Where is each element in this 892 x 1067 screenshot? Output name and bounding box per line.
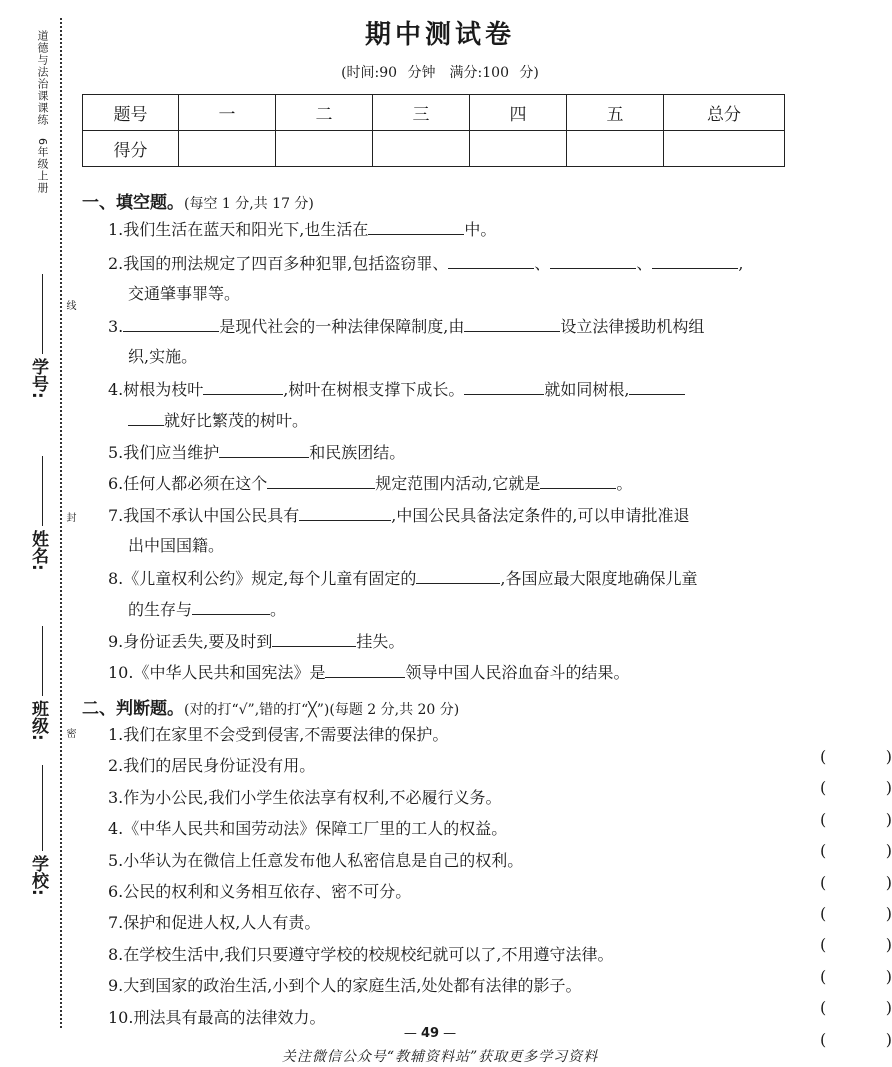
question-text: 中。: [464, 220, 497, 239]
score-header-cell: 题号: [83, 95, 179, 131]
cut-mark-seal: 封: [64, 512, 75, 522]
question-3-cont: [128, 346, 808, 368]
judge-text: 4.《中华人民共和国劳动法》保障工厂里的工人的权益。: [108, 819, 508, 838]
question-text: 就如同树根,: [544, 380, 630, 399]
paren-close: ): [885, 810, 892, 829]
judge-item-7: [108, 912, 892, 954]
answer-parentheses[interactable]: [820, 966, 892, 988]
question-text: 挂失。: [356, 632, 405, 651]
paren-open: (: [820, 841, 827, 860]
answer-blank[interactable]: [464, 378, 544, 395]
section-title: 二、判断题。: [82, 699, 184, 719]
question-text: 就好比繁茂的树叶。: [164, 411, 309, 430]
question-text: 设立法律援助机构组: [560, 317, 705, 336]
question-text: 2.我国的刑法规定了四百多种犯罪,包括盗窃罪、: [108, 254, 449, 273]
score-header-cell: 五: [567, 95, 664, 131]
answer-parentheses[interactable]: [820, 872, 892, 894]
judge-text: 7.保护和促进人权,人人有责。: [108, 913, 321, 932]
question-3: [108, 315, 788, 338]
binding-margin: [0, 0, 75, 1067]
answer-parentheses[interactable]: [820, 809, 892, 831]
question-5: [108, 441, 788, 464]
answer-blank[interactable]: [416, 567, 500, 584]
student-number-line: [42, 274, 43, 354]
question-4: [108, 378, 788, 401]
answer-parentheses[interactable]: [820, 777, 892, 799]
question-text: 10.《中华人民共和国宪法》是: [108, 663, 326, 682]
answer-blank[interactable]: [325, 661, 405, 678]
question-text: 交通肇事罪等。: [128, 284, 241, 303]
paren-open: (: [820, 904, 827, 923]
paren-open: (: [820, 967, 827, 986]
score-cell[interactable]: [470, 131, 567, 167]
paren-close: ): [885, 967, 892, 986]
question-text: 出中国国籍。: [128, 536, 225, 555]
footer-promo-text: 关注微信公众号“教辅资料站”获取更多学习资料: [281, 1049, 599, 1065]
question-text: 6.任何人都必须在这个: [108, 474, 268, 493]
question-8-cont: [128, 598, 808, 621]
question-text: 1.我们生活在蓝天和阳光下,也生活在: [108, 220, 369, 239]
paren-close: ): [885, 935, 892, 954]
paren-open: (: [820, 935, 827, 954]
question-1: [108, 218, 788, 241]
judge-text: 2.我们的居民身份证没有用。: [108, 756, 316, 775]
answer-blank[interactable]: [652, 252, 738, 269]
score-header-cell: 一: [179, 95, 276, 131]
binding-dotted-line: [60, 18, 62, 1028]
paren-open: (: [820, 1030, 827, 1049]
answer-parentheses[interactable]: [820, 997, 892, 1019]
question-text: 的生存与: [128, 600, 193, 619]
answer-blank[interactable]: [203, 378, 283, 395]
answer-parentheses[interactable]: [820, 903, 892, 925]
score-header-cell: 四: [470, 95, 567, 131]
book-label: 道德与法治课课练 6年级上册: [36, 30, 49, 194]
school-label: 学校:: [28, 855, 48, 896]
question-text: 织,实施。: [128, 347, 198, 366]
judge-item-4: [108, 818, 892, 860]
question-text: 和民族团结。: [309, 443, 406, 462]
paren-close: ): [885, 904, 892, 923]
student-number-field[interactable]: [26, 358, 52, 403]
score-cell[interactable]: [373, 131, 470, 167]
judge-text: 10.刑法具有最高的法律效力。: [108, 1008, 326, 1027]
answer-parentheses[interactable]: [820, 840, 892, 862]
question-7: [108, 504, 788, 527]
judge-text: 1.我们在家里不会受到侵害,不需要法律的保护。: [108, 725, 449, 744]
question-2: [108, 252, 788, 275]
answer-blank[interactable]: [299, 504, 391, 521]
question-text: 、: [534, 254, 551, 273]
exam-time-info: (时间:90 分钟 满分:100 分): [341, 65, 539, 81]
paren-open: (: [820, 998, 827, 1017]
question-text: 9.身份证丢失,要及时到: [108, 632, 273, 651]
section-score-note: (对的打“√”,错的打“╳”)(每题 2 分,共 20 分): [184, 702, 460, 718]
school-line: [42, 765, 43, 851]
answer-blank[interactable]: [123, 315, 219, 332]
score-table: [82, 94, 785, 167]
question-10: [108, 661, 788, 684]
question-text: 领导中国人民浴血奋斗的结果。: [405, 663, 630, 682]
question-text: 规定范围内活动,它就是: [375, 474, 541, 493]
question-2-cont: [128, 283, 808, 305]
answer-parentheses[interactable]: [820, 1029, 892, 1051]
paren-close: ): [885, 873, 892, 892]
paren-close: ): [885, 778, 892, 797]
question-text: 。: [616, 474, 633, 493]
answer-blank[interactable]: [464, 315, 560, 332]
question-text: 3.: [108, 317, 124, 336]
question-8: [108, 567, 788, 590]
question-7-cont: [128, 535, 808, 557]
question-text: ,: [738, 254, 744, 273]
score-cell[interactable]: [179, 131, 276, 167]
question-text: 4.树根为枝叶: [108, 380, 204, 399]
answer-blank[interactable]: [368, 218, 464, 235]
question-text: 8.《儿童权利公约》规定,每个儿童有固定的: [108, 569, 417, 588]
question-text: ,中国公民具备法定条件的,可以申请批准退: [391, 506, 690, 525]
answer-blank[interactable]: [448, 252, 534, 269]
score-cell[interactable]: [567, 131, 664, 167]
judge-text: 5.小华认为在微信上任意发布他人私密信息是自己的权利。: [108, 851, 524, 870]
paren-close: ): [885, 998, 892, 1017]
paren-close: ): [885, 747, 892, 766]
answer-parentheses[interactable]: [820, 934, 892, 956]
cut-mark-secret: 密: [64, 728, 75, 738]
judge-text: 6.公民的权利和义务相互依存、密不可分。: [108, 882, 412, 901]
score-table-score-row: [83, 131, 785, 167]
score-header-cell: 三: [373, 95, 470, 131]
paren-open: (: [820, 873, 827, 892]
paren-open: (: [820, 810, 827, 829]
class-label: 班级:: [28, 700, 48, 741]
question-text: 7.我国不承认中国公民具有: [108, 506, 300, 525]
answer-blank[interactable]: [192, 598, 270, 615]
student-name-field[interactable]: [26, 530, 52, 575]
school-field[interactable]: [26, 855, 52, 900]
question-text: ,树叶在树根支撑下成长。: [283, 380, 465, 399]
judge-text: 9.大到国家的政治生活,小到个人的家庭生活,处处都有法律的影子。: [108, 976, 582, 995]
student-number-label: 学号:: [28, 358, 48, 399]
score-cell[interactable]: [276, 131, 373, 167]
answer-parentheses[interactable]: [820, 746, 892, 768]
page-title: 期中测试卷: [364, 20, 515, 50]
class-line: [42, 626, 43, 696]
answer-blank[interactable]: [629, 378, 685, 395]
judge-text: 8.在学校生活中,我们只要遵守学校的校规校纪就可以了,不用遵守法律。: [108, 945, 614, 964]
judge-item-2: [108, 755, 892, 797]
answer-blank[interactable]: [219, 441, 309, 458]
page-number: — 49 —: [380, 1026, 480, 1041]
question-text: ,各国应最大限度地确保儿童: [500, 569, 698, 588]
paren-close: ): [885, 1030, 892, 1049]
question-text: 5.我们应当维护: [108, 443, 220, 462]
question-text: 、: [636, 254, 653, 273]
paren-close: ): [885, 841, 892, 860]
answer-blank[interactable]: [128, 409, 164, 426]
section-fill-blank-heading: [82, 188, 314, 213]
judge-item-9: [108, 975, 892, 1017]
score-header-cell: 总分: [664, 95, 785, 131]
question-6: [108, 472, 788, 495]
answer-blank[interactable]: [272, 630, 356, 647]
section-true-false-heading: [82, 694, 459, 719]
class-field[interactable]: [26, 700, 52, 745]
answer-blank[interactable]: [550, 252, 636, 269]
score-cell[interactable]: [664, 131, 785, 167]
answer-blank[interactable]: [540, 472, 616, 489]
judge-text: 3.作为小公民,我们小学生依法享有权利,不必履行义务。: [108, 788, 502, 807]
paren-open: (: [820, 778, 827, 797]
question-text: 。: [270, 600, 287, 619]
question-4-cont: [128, 409, 808, 432]
student-name-label: 姓名:: [28, 530, 48, 571]
section-title: 一、填空题。: [82, 193, 184, 213]
section-score-note: (每空 1 分,共 17 分): [184, 196, 314, 212]
score-header-cell: 二: [276, 95, 373, 131]
cut-mark-line: 线: [64, 300, 75, 310]
question-text: 是现代社会的一种法律保障制度,由: [219, 317, 465, 336]
paren-open: (: [820, 747, 827, 766]
score-table-header-row: [83, 95, 785, 131]
score-row-label: 得分: [83, 131, 179, 167]
answer-blank[interactable]: [267, 472, 375, 489]
question-9: [108, 630, 788, 653]
student-name-line: [42, 456, 43, 526]
